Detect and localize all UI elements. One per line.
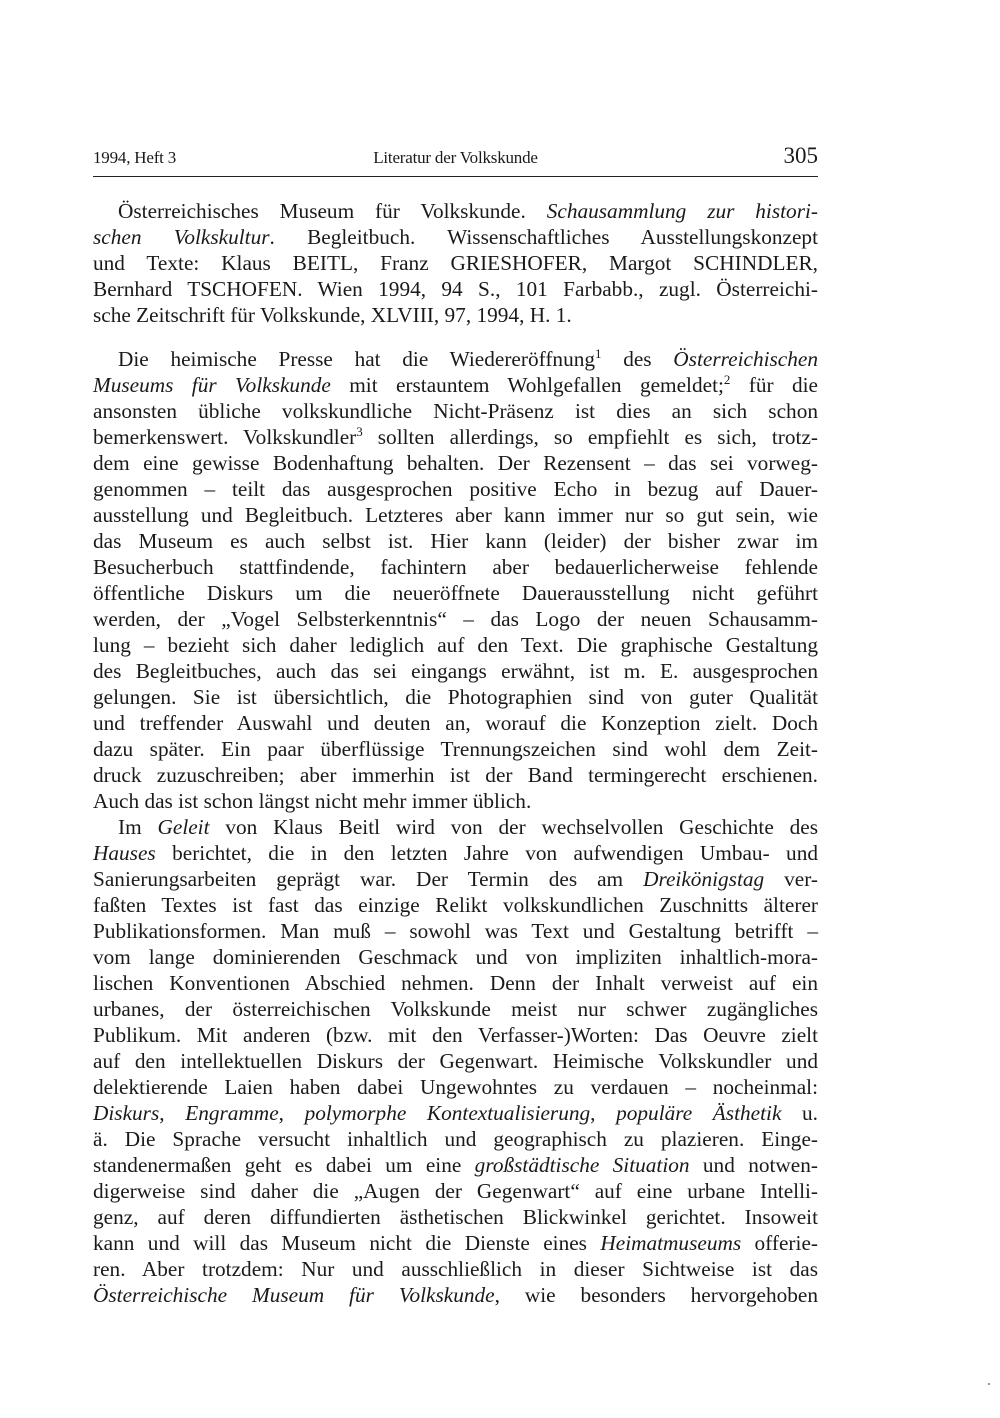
- citation-line: Bernhard TSCHOFEN. Wien 1994, 94 S., 101 Farbabb., zugl. Österreichi-: [93, 277, 818, 301]
- footnote-ref[interactable]: 3: [356, 424, 363, 439]
- book-title: Schausammlung zur histori-: [546, 199, 819, 223]
- issue-label: 1994, Heft 3: [93, 148, 177, 167]
- section-title: Literatur der Volkskunde: [373, 148, 538, 167]
- citation-line: sche Zeitschrift für Volkskunde, XLVIII, 97, 1994, H. 1.: [93, 303, 572, 327]
- citation-line: Österreichisches Museum für Volkskunde. Schausammlung zur histori-: [118, 199, 819, 223]
- citation-block: [93, 198, 818, 328]
- page-number: 305: [783, 143, 818, 168]
- footnote-ref[interactable]: 1: [595, 346, 602, 361]
- running-header: [93, 140, 818, 177]
- citation-line: und Texte: Klaus BEITL, Franz GRIESHOFER, Margot SCHINDLER,: [93, 251, 818, 275]
- footnote-ref[interactable]: 2: [723, 372, 731, 387]
- paragraph-1: Die heimische Presse hat die Wiedereröffnung$^1$ des Österreichischen Museums für Volkskunde mit erstauntem Wohlgefallen gemeldet;$^2$ für die ansonsten übliche volkskundliche Nicht-Präsenz ist dies an sich schon bemerkenswert. Volkskundler$^3$ sollten allerdings, so empfiehlt es sich, trotz- dem eine gewisse Bodenhaftung behalten. Der Rezensent – das sei vorweg- genommen – teilt das ausgesprochen positive Echo in bezug auf Dauer- ausstellung und Begleitbuch. Letzteres aber kann immer nur so gut sein, wie das Museum es auch selbst ist. Hier kann (leider) der bisher zwar im Besucherbuch stattfindende, fachintern aber bedauerlicherweise fehlende öffentliche Diskurs um die neueröffnete Dauerausstellung nicht geführt werden, der „Vogel Selbsterkenntnis“ – das Logo der neuen Schausamm- lung – bezieht sich daher lediglich auf den Text. Die graphische Gestaltung des Begleitbuches, auch das sei eingangs erwähnt, ist m. E. ausgesprochen gelungen. Sie ist übersichtlich, die Photographien sind von guter Qualität und treffender Auswahl und deuten an, worauf die Konzeption zielt. Doch dazu später. Ein paar überflüssige Trennungszeichen sind wohl dem Zeit- druck zuzuschreiben; aber immerhin ist der Band termingerecht erschienen. Auch das ist schon längst nicht mehr immer üblich.: [93, 346, 819, 813]
- citation-line: schen Volkskultur. Begleitbuch. Wissenschaftliches Ausstellungskonzept: [93, 225, 818, 249]
- paragraph-2: Im Geleit von Klaus Beitl wird von der wechselvollen Geschichte des Hauses berichtet, die in den letzten Jahre von aufwendigen Umbau- und Sanierungsarbeiten geprägt war. Der Termin des am Dreikönigstag ver- faßten Textes ist fast das einzige Relikt volkskundlichen Zuschnitts älterer Publikationsformen. Man muß – sowohl was Text und Gestaltung betrifft – vom lange dominierenden Geschmack und von impliziten inhaltlich-mora- lischen Konventionen Abschied nehmen. Denn der Inhalt verweist auf ein urbanes, der österreichischen Volkskunde meist nur schwer zugängliches Publikum. Mit anderen (bzw. mit den Verfasser-)Worten: Das Oeuvre zielt auf den intellektuellen Diskurs der Gegenwart. Heimische Volkskundler und delektierende Laien haben dabei Ungewohntes zu verdauen – nocheinmal: Diskurs, Engramme, polymorphe Kontextualisierung, populäre Ästhetik u. ä. Die Sprache versucht inhaltlich und geographisch zu plazieren. Einge- standenermaßen geht es dabei um eine großstädtische Situation und notwen- digerweise sind daher die „Augen der Gegenwart“ auf eine urbane Intelli- genz, auf deren diffundierten ästhetischen Blickwinkel gerichtet. Insoweit kann und will das Museum nicht die Dienste eines Heimatmuseums offerie- ren. Aber trotzdem: Nur und ausschließlich in dieser Sichtweise ist das Österreichische Museum für Volkskunde, wie besonders hervorgehoben: [93, 815, 818, 1307]
- book-title: schen Volkskultur: [93, 225, 270, 249]
- article-body: [93, 198, 818, 1308]
- scan-speck: [988, 1383, 990, 1385]
